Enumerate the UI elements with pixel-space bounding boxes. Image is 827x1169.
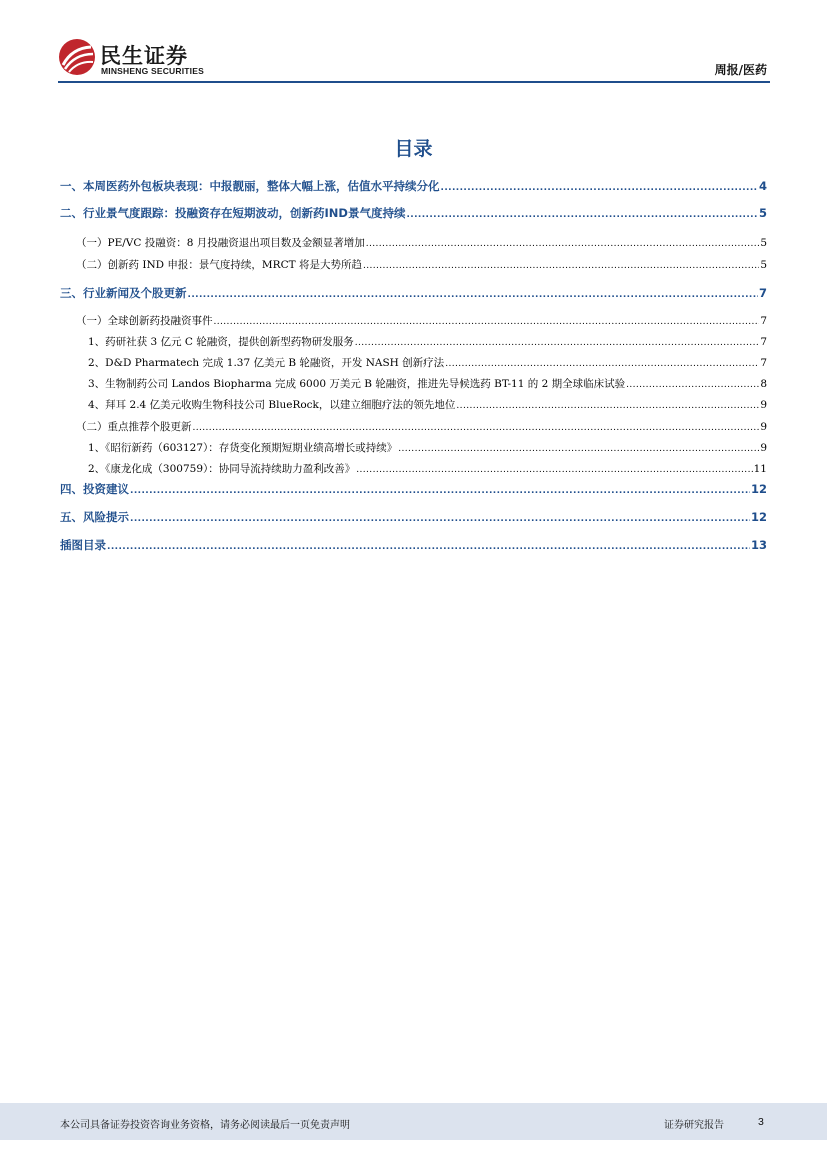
toc-entry[interactable]: [60, 205, 767, 225]
logo-chinese-name: 民生证券: [100, 44, 188, 68]
toc-entry[interactable]: [60, 376, 767, 396]
toc-entry-title: 1、《昭衍新药（603127）：存货变化预期短期业绩高增长或持续》: [88, 442, 398, 454]
toc-entry[interactable]: [60, 509, 767, 529]
toc-entry-title: 二、行业景气度跟踪：投融资存在短期波动，创新药IND景气度持续: [60, 206, 406, 220]
toc-entry-page: 9: [760, 399, 767, 411]
toc-leader-dots: [626, 380, 759, 390]
toc-leader-dots: [356, 465, 752, 475]
page-footer: [0, 1103, 827, 1140]
toc-leader-dots: [456, 401, 759, 411]
toc-leader-dots: [193, 423, 760, 433]
toc-entry[interactable]: [60, 481, 767, 501]
toc-leader-dots: [130, 514, 750, 524]
toc-entry-title: （一）PE/VC 投融资：8 月投融资退出项目数及金额显著增加: [76, 237, 365, 249]
toc-entry-page: 4: [758, 179, 767, 193]
toc-entry-title: 一、本周医药外包板块表现：中报靓丽，整体大幅上涨，估值水平持续分化: [60, 179, 440, 193]
toc-leader-dots: [130, 486, 750, 496]
footer-disclaimer: 本公司具备证券投资咨询业务资格，请务必阅读最后一页免责声明: [60, 1120, 350, 1131]
toc-entry[interactable]: [60, 397, 767, 417]
toc-entry-title: 五、风险提示: [60, 510, 129, 524]
header-divider: [58, 81, 770, 83]
toc-entry-title: 1、药研社获 3 亿元 C 轮融资，提供创新型药物研发服务: [88, 336, 354, 348]
toc-leader-dots: [366, 239, 760, 249]
toc-entry-page: 12: [750, 482, 767, 496]
toc-entry-page: 7: [758, 286, 767, 300]
toc-entry[interactable]: [60, 537, 767, 557]
page-header: [0, 0, 827, 90]
toc-entry-title: 四、投资建议: [60, 482, 129, 496]
toc-entry[interactable]: [60, 235, 767, 255]
toc-entry-title: （二）重点推荐个股更新: [76, 421, 192, 433]
toc-entry-title: 2、《康龙化成（300759）：协同导流持续助力盈利改善》: [88, 463, 356, 475]
toc-entry-page: 5: [758, 206, 767, 220]
minsheng-logo-icon: [58, 38, 96, 76]
toc-title: 目录: [394, 138, 433, 160]
toc-entry[interactable]: [60, 355, 767, 375]
toc-entry-page: 13: [750, 538, 767, 552]
toc-entry[interactable]: [60, 257, 767, 277]
toc-leader-dots: [107, 542, 750, 552]
toc-entry-title: 2、D&D Pharmatech 完成 1.37 亿美元 B 轮融资，开发 NASH 创新疗法: [88, 357, 445, 369]
toc-entry[interactable]: [60, 440, 767, 460]
toc-entry-page: 12: [750, 510, 767, 524]
toc-leader-dots: [445, 359, 759, 369]
toc-entry-page: 8: [760, 378, 767, 390]
toc-entry-page: 11: [753, 463, 767, 475]
toc-entry[interactable]: [60, 461, 767, 481]
toc-entry-page: 9: [760, 442, 767, 454]
toc-entry-page: 7: [760, 315, 767, 327]
toc-leader-dots: [214, 317, 760, 327]
toc-entry-page: 5: [760, 237, 767, 249]
toc-entry-page: 7: [760, 357, 767, 369]
toc-leader-dots: [441, 183, 758, 193]
toc-entry-title: （一）全球创新药投融资事件: [76, 315, 213, 327]
toc-entry[interactable]: [60, 313, 767, 333]
toc-leader-dots: [188, 290, 758, 300]
toc-entry[interactable]: [60, 178, 767, 198]
toc-entry-title: 3、生物制药公司 Landos Biopharma 完成 6000 万美元 B 轮融资，推进先导候选药 BT-11 的 2 期全球临床试验: [88, 378, 626, 390]
toc-entry[interactable]: [60, 285, 767, 305]
toc-entry-page: 5: [760, 259, 767, 271]
footer-report-label: 证券研究报告: [664, 1120, 724, 1131]
toc-leader-dots: [398, 444, 759, 454]
toc-entry-title: 4、拜耳 2.4 亿美元收购生物科技公司 BlueRock，以建立细胞疗法的领先地位: [88, 399, 456, 411]
toc-entry[interactable]: [60, 334, 767, 354]
toc-entry-title: 插图目录: [60, 538, 106, 552]
toc-leader-dots: [406, 210, 758, 220]
toc-leader-dots: [363, 261, 759, 271]
report-type: 周报/医药: [714, 63, 767, 77]
toc-entry-title: 三、行业新闻及个股更新: [60, 286, 187, 300]
company-logo: [58, 38, 218, 80]
toc-entry-page: 9: [760, 421, 767, 433]
logo-english-name: MINSHENG SECURITIES: [101, 66, 204, 76]
page-number: 3: [758, 1116, 764, 1128]
toc-entry[interactable]: [60, 419, 767, 439]
toc-entry-title: （二）创新药 IND 申报：景气度持续，MRCT 将是大势所趋: [76, 259, 362, 271]
toc-entry-page: 7: [760, 336, 767, 348]
toc-leader-dots: [355, 338, 760, 348]
